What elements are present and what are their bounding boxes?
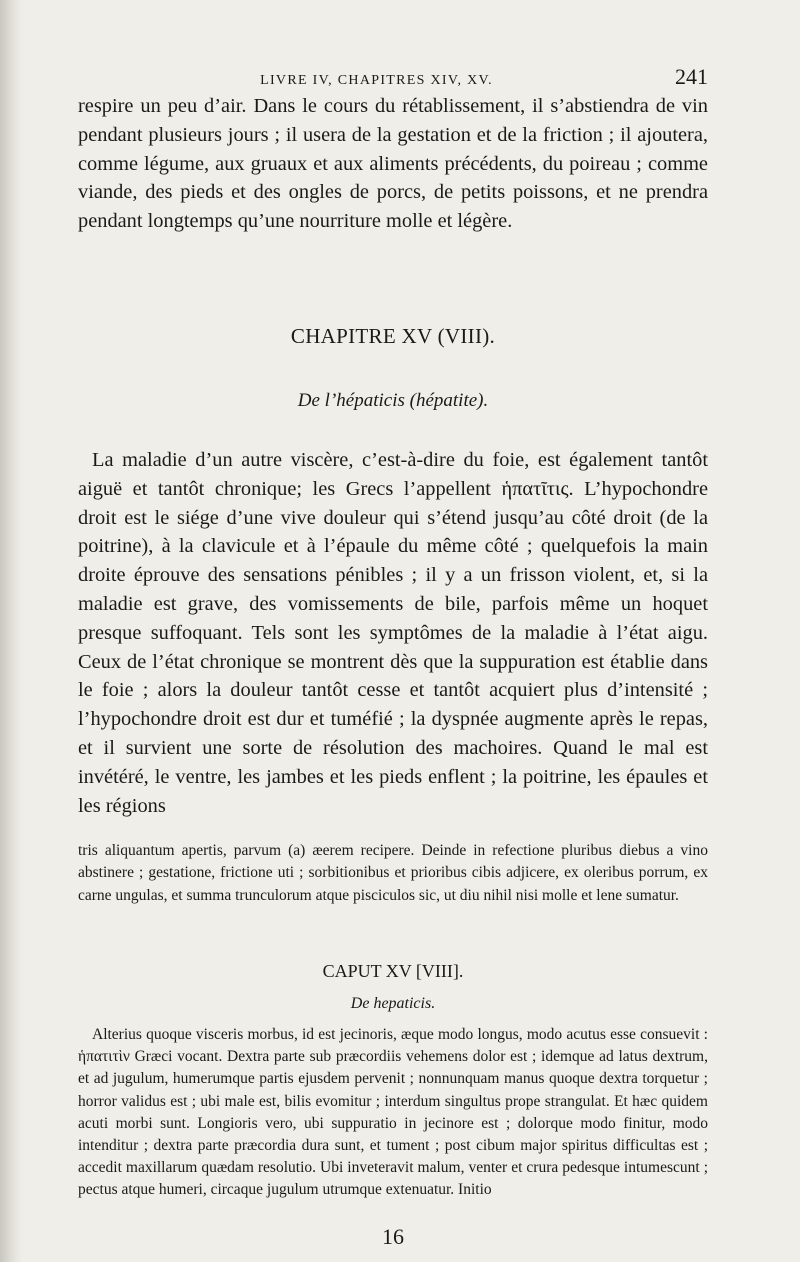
french-continuation-paragraph: respire un peu d’air. Dans le cours du rétablissement, il s’abstiendra de vin pendant plusieurs jours ; il usera de la gestation et de la friction ; il ajoutera, comme légume, aux gruaux et aux aliments précédents, du poireau ; comme viande, des pieds et des ongles de porcs, de petits poissons, et ne prendra pendant longtemps qu’une nourriture molle et légère. [78,95,708,233]
chapter-title: CHAPITRE XV (VIII). [290,324,496,348]
latin-continuation-block [78,840,708,907]
page-gutter [0,0,22,1262]
french-body-paragraph: La maladie d’un autre viscère, c’est-à-dire du foie, est également tantôt aiguë et tantôt chronique; les Grecs l’appellent ἡπατῖτις. L’hypochondre droit est le siége d’une vive douleur qui s’étend jusqu’au côté droit (de la poitrine), à la clavicule et à l’épaule du même côté ; quelquefois la main droite éprouve des sensations pénibles ; il y a un frisson violent, et, si la maladie est grave, des vomissements de bile, parfois même un hoquet presque suffoquant. Tels sont les symptômes de la maladie à l’état aigu. Ceux de l’état chronique se montrent dès que la suppuration est établie dans le foie ; alors la douleur tantôt cesse et tantôt acquiert plus d’intensité ; l’hypochondre droit est dur et tuméfié ; la dyspnée augmente après le repas, et il survient une sorte de résolution des machoires. Quand le mal est invétéré, le ventre, les jambes et les pieds enflent ; la poitrine, les épaules et les régions [78,449,708,817]
running-header [78,64,708,90]
printer-signature-mark: 16 [382,1224,404,1249]
page-number: 241 [675,64,708,89]
french-body-block [78,446,708,820]
latin-body-paragraph: Alterius quoque visceris morbus, id est jecinoris, æque modo longus, modo acutus esse consuevit : ἡπατιτὶν Græci vocant. Dextra parte sub præcordiis vehemens dolor est ; idemque ad latus dextrum, et ad jugulum, humerumque partis ejusdem pervenit ; nonnunquam manus quoque dextra torquetur ; horror validus est ; ubi male est, bilis evomitur ; interdum singultus prope strangulat. Et hæc quidem acuti morbi sunt. Longioris vero, ubi suppuratio in jecinore est ; dolorque modo finitur, modo intenditur ; dextra parte præcordia dura sunt, et tument ; post cibum major spiritus difficultas est ; accedit maxillarum quædam resolutio. Ubi inveteravit malum, venter et crura pedesque intumescunt ; pectus atque humeri, circaque jugulum utrumque extenuatur. Initio [78,1026,708,1199]
latin-continuation-paragraph: tris aliquantum apertis, parvum (a) æerem recipere. Deinde in refectione pluribus diebus a vino abstinere ; gestatione, frictione uti ; sorbitionibus et prioribus cibis adjicere, ex oleribus porrum, ex carne ungulas, et summa trunculorum atque pisciculos sic, ut diu nihil nisi molle et lene sumatur. [78,842,708,904]
caput-subtitle: De hepaticis. [350,995,436,1012]
latin-body-block [78,1024,708,1202]
running-title: LIVRE IV, CHAPITRES XIV, XV. [260,73,493,88]
french-continuation-block [78,92,708,236]
chapter-subtitle: De l’hépaticis (hépatite). [297,390,489,411]
caput-title: CAPUT XV [VIII]. [322,961,464,981]
